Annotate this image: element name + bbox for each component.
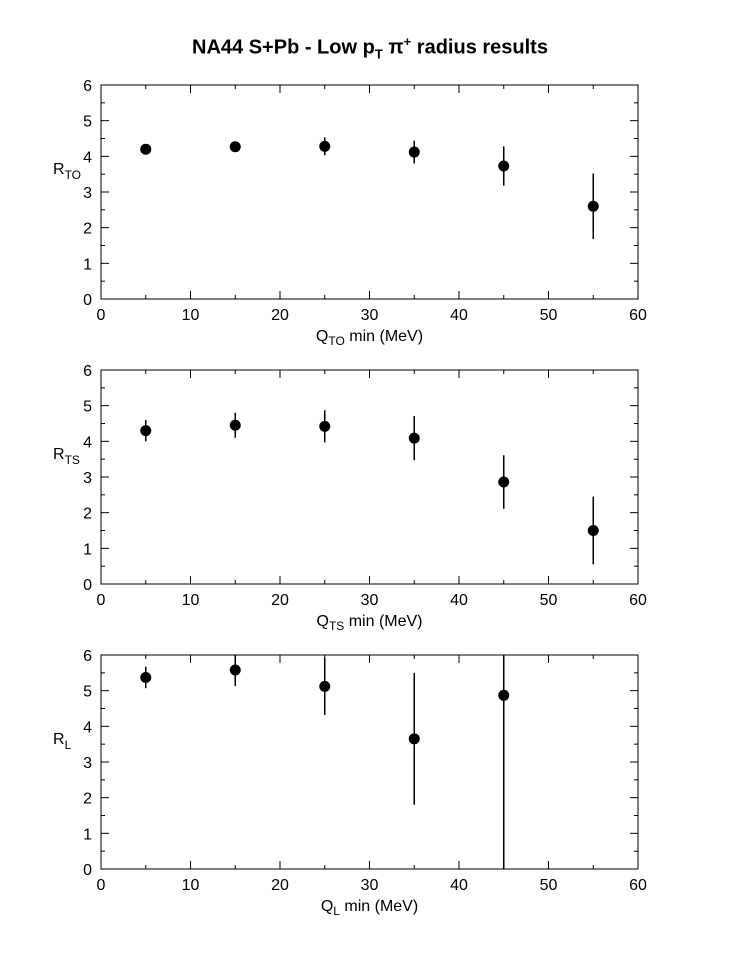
data-point — [319, 421, 330, 432]
y-tick-label: 2 — [83, 220, 92, 238]
data-point — [409, 733, 420, 744]
x-tick-label: 20 — [271, 877, 289, 894]
y-axis-label-subscript: TO — [64, 168, 82, 182]
data-point — [409, 433, 420, 444]
y-tick-label: 4 — [83, 434, 92, 452]
title-tail: radius results — [411, 36, 548, 59]
x-tick-label: 60 — [629, 307, 647, 324]
title-main: NA44 S+Pb - Low p — [192, 36, 375, 59]
y-tick-label: 5 — [83, 398, 92, 416]
data-point — [230, 141, 241, 152]
plot-frame — [101, 370, 638, 584]
data-point — [588, 201, 599, 212]
x-tick-label: 50 — [539, 307, 558, 324]
x-tick-label: 30 — [360, 877, 379, 894]
y-tick-label: 5 — [83, 113, 92, 131]
y-axis-label-main: R — [53, 161, 65, 178]
title-subscript: T — [374, 46, 383, 62]
x-axis-label — [316, 613, 422, 633]
data-point — [319, 681, 330, 692]
title-pi-symbol: π — [382, 36, 404, 59]
x-tick-label: 0 — [96, 877, 106, 894]
x-axis-label-subscript: L — [333, 904, 340, 918]
x-tick-label: 20 — [271, 592, 289, 609]
panel-2 — [53, 363, 647, 633]
y-tick-label: 6 — [83, 78, 92, 95]
y-axis-label-main: R — [53, 731, 65, 748]
data-point — [140, 672, 151, 683]
y-tick-label: 1 — [83, 541, 92, 559]
x-tick-label: 10 — [181, 307, 200, 324]
x-axis-label — [316, 328, 423, 348]
x-axis-label-tail: min (MeV) — [339, 898, 419, 915]
y-axis-label-subscript: TS — [64, 453, 80, 467]
y-tick-label: 2 — [83, 790, 92, 808]
x-tick-label: 50 — [539, 877, 558, 894]
x-axis-label-tail: min (MeV) — [344, 328, 424, 345]
y-axis-label — [53, 161, 81, 182]
data-point — [409, 147, 420, 158]
y-tick-label: 0 — [83, 862, 92, 879]
y-tick-label: 0 — [83, 292, 92, 309]
x-axis-label-tail: min (MeV) — [344, 613, 423, 630]
plot-frame — [101, 655, 638, 869]
y-axis-label — [53, 731, 72, 752]
title-superscript: + — [403, 34, 412, 49]
x-tick-label: 50 — [539, 592, 558, 609]
x-axis-label-main: Q — [320, 898, 334, 915]
x-tick-label: 10 — [181, 592, 200, 609]
x-axis-label — [321, 898, 418, 918]
data-point — [498, 690, 509, 701]
y-tick-label: 4 — [83, 719, 92, 737]
x-tick-label: 0 — [96, 307, 106, 324]
y-tick-label: 5 — [83, 683, 92, 701]
x-tick-label: 30 — [360, 592, 379, 609]
data-point — [230, 420, 241, 431]
data-point — [140, 425, 151, 436]
y-tick-label: 6 — [83, 363, 92, 380]
data-point — [230, 664, 241, 675]
x-tick-label: 10 — [181, 877, 200, 894]
x-tick-label: 40 — [450, 592, 468, 609]
y-tick-label: 0 — [83, 577, 92, 594]
x-tick-label: 60 — [629, 877, 647, 894]
data-point — [140, 144, 151, 155]
y-tick-label: 6 — [83, 648, 92, 665]
x-tick-label: 40 — [450, 877, 468, 894]
data-point — [498, 476, 509, 487]
panel-1 — [53, 78, 647, 348]
y-tick-label: 3 — [83, 755, 92, 772]
y-axis-label-main: R — [53, 446, 65, 463]
x-tick-label: 60 — [629, 592, 647, 609]
x-tick-label: 40 — [450, 307, 468, 324]
data-series — [140, 410, 599, 564]
data-series — [140, 137, 599, 239]
x-tick-label: 20 — [271, 307, 289, 324]
y-tick-label: 1 — [83, 826, 92, 844]
y-tick-label: 2 — [83, 505, 92, 523]
x-tick-label: 0 — [96, 592, 106, 609]
y-axis-label — [53, 446, 80, 467]
y-tick-label: 3 — [83, 185, 92, 202]
plot-frame — [101, 85, 638, 299]
x-axis-label-subscript: TO — [328, 334, 345, 348]
x-axis-label-main: Q — [315, 328, 329, 345]
data-series — [140, 517, 509, 874]
y-tick-label: 3 — [83, 470, 92, 487]
data-point — [498, 160, 509, 171]
y-tick-label: 4 — [83, 149, 92, 167]
y-axis-label-subscript: L — [64, 738, 72, 752]
x-axis-label-subscript: TS — [328, 619, 345, 633]
y-tick-label: 1 — [83, 256, 92, 274]
data-point — [319, 141, 330, 152]
data-point — [588, 525, 599, 536]
x-axis-label-main: Q — [316, 613, 329, 630]
panel-3 — [53, 517, 647, 918]
x-tick-label: 30 — [360, 307, 379, 324]
